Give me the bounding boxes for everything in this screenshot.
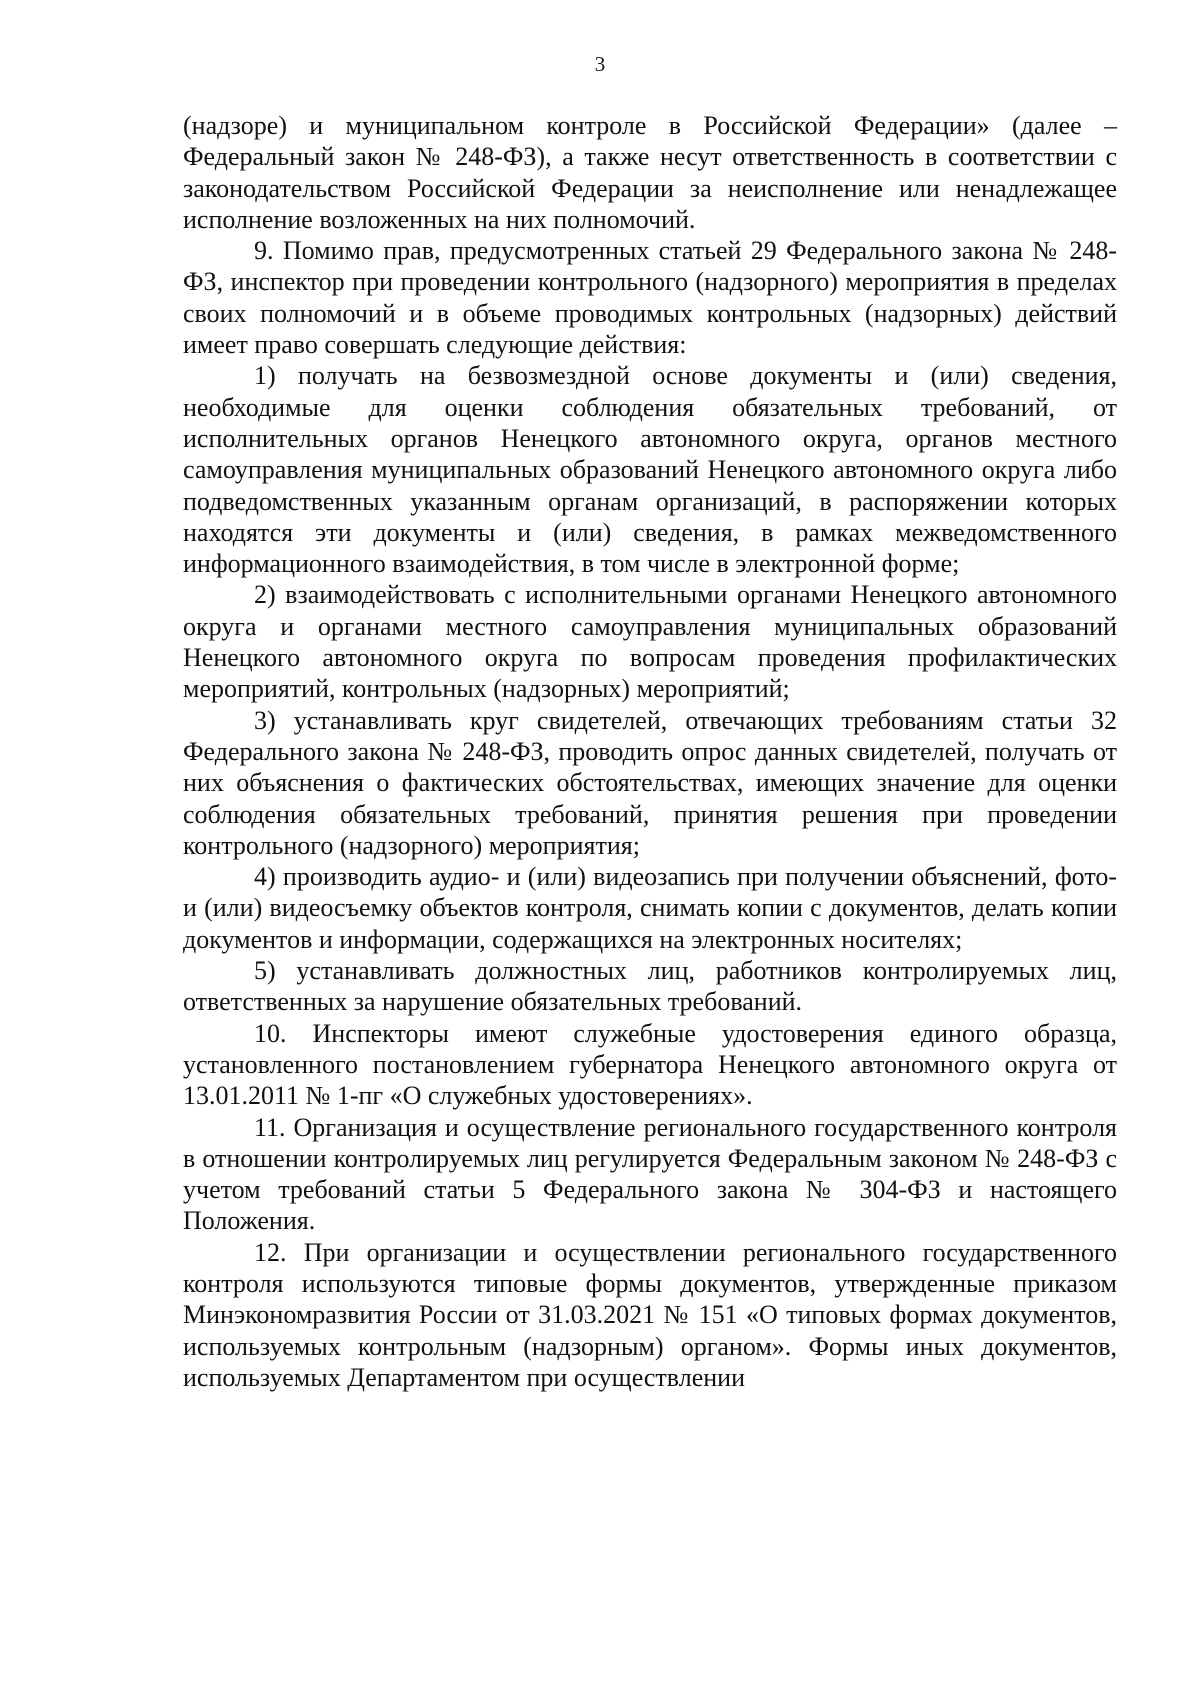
page-number: 3 (594, 52, 606, 76)
paragraph-continuation: (надзоре) и муниципальном контроле в Российской Федерации» (далее – Федеральный закон № 248-ФЗ), а также несут ответственность в соответствии с законодательством Российской Федерации за неисполнение или ненадлежащее исполнение возложенных на них полномочий. (183, 111, 1117, 234)
paragraph-item-9: 9. Помимо прав, предусмотренных статьей 29 Федерального закона № 248-ФЗ, инспектор при проведении контрольного (надзорного) мероприятия в пределах своих полномочий и в объеме проводимых контрольных (надзорных) действий имеет право совершать следующие действия: (183, 236, 1117, 360)
paragraph-item-10: 10. Инспекторы имеют служебные удостоверения единого образца, установленного постановлением губернатора Ненецкого автономного округа от 13.01.2011 № 1-пг «О служебных удостоверениях». (183, 1018, 1117, 1111)
document-body (183, 110, 1117, 1393)
paragraph-subitem-4: 4) производить аудио- и (или) видеозапись при получении объяснений, фото- и (или) видеосъемку объектов контроля, снимать копии с документов, делать копии документов и информации, содержащихся на электронных носителях; (183, 862, 1117, 954)
paragraph-subitem-2: 2) взаимодействовать с исполнительными органами Ненецкого автономного округа и органами местного самоуправления муниципальных образований Ненецкого автономного округа по вопросам проведения профилактических мероприятий, контрольных (надзорных) мероприятий; (183, 580, 1117, 704)
paragraph-item-11: 11. Организация и осуществление регионального государственного контроля в отношении контролируемых лиц регулируется Федеральным законом № 248-ФЗ с учетом требований статьи 5 Федерального закона № 304-ФЗ и настоящего Положения. (183, 1112, 1117, 1236)
paragraph-item-12: 12. При организации и осуществлении регионального государственного контроля используются типовые формы документов, утвержденные приказом Минэкономразвития России от 31.03.2021 № 151 «О типовых формах документов, используемых контрольным (надзорным) органом». Формы иных документов, используемых Департаментом при осуществлении (183, 1237, 1117, 1392)
paragraph-subitem-1: 1) получать на безвозмездной основе документы и (или) сведения, необходимые для оценки соблюдения обязательных требований, от исполнительных органов Ненецкого автономного округа, органов местного самоуправления муниципальных образований Ненецкого автономного округа либо подведомственных указанным органам организаций, в распоряжении которых находятся эти документы и (или) сведения, в рамках межведомственного информационного взаимодействия, в том числе в электронной форме; (183, 361, 1117, 579)
paragraph-subitem-5: 5) устанавливать должностных лиц, работников контролируемых лиц, ответственных за нарушение обязательных требований. (183, 956, 1117, 1017)
paragraph-subitem-3: 3) устанавливать круг свидетелей, отвечающих требованиям статьи 32 Федерального закона № 248-ФЗ, проводить опрос данных свидетелей, получать от них объяснения о фактических обстоятельствах, имеющих значение для оценки соблюдения обязательных требований, принятия решения при проведении контрольного (надзорного) мероприятия; (183, 705, 1117, 860)
